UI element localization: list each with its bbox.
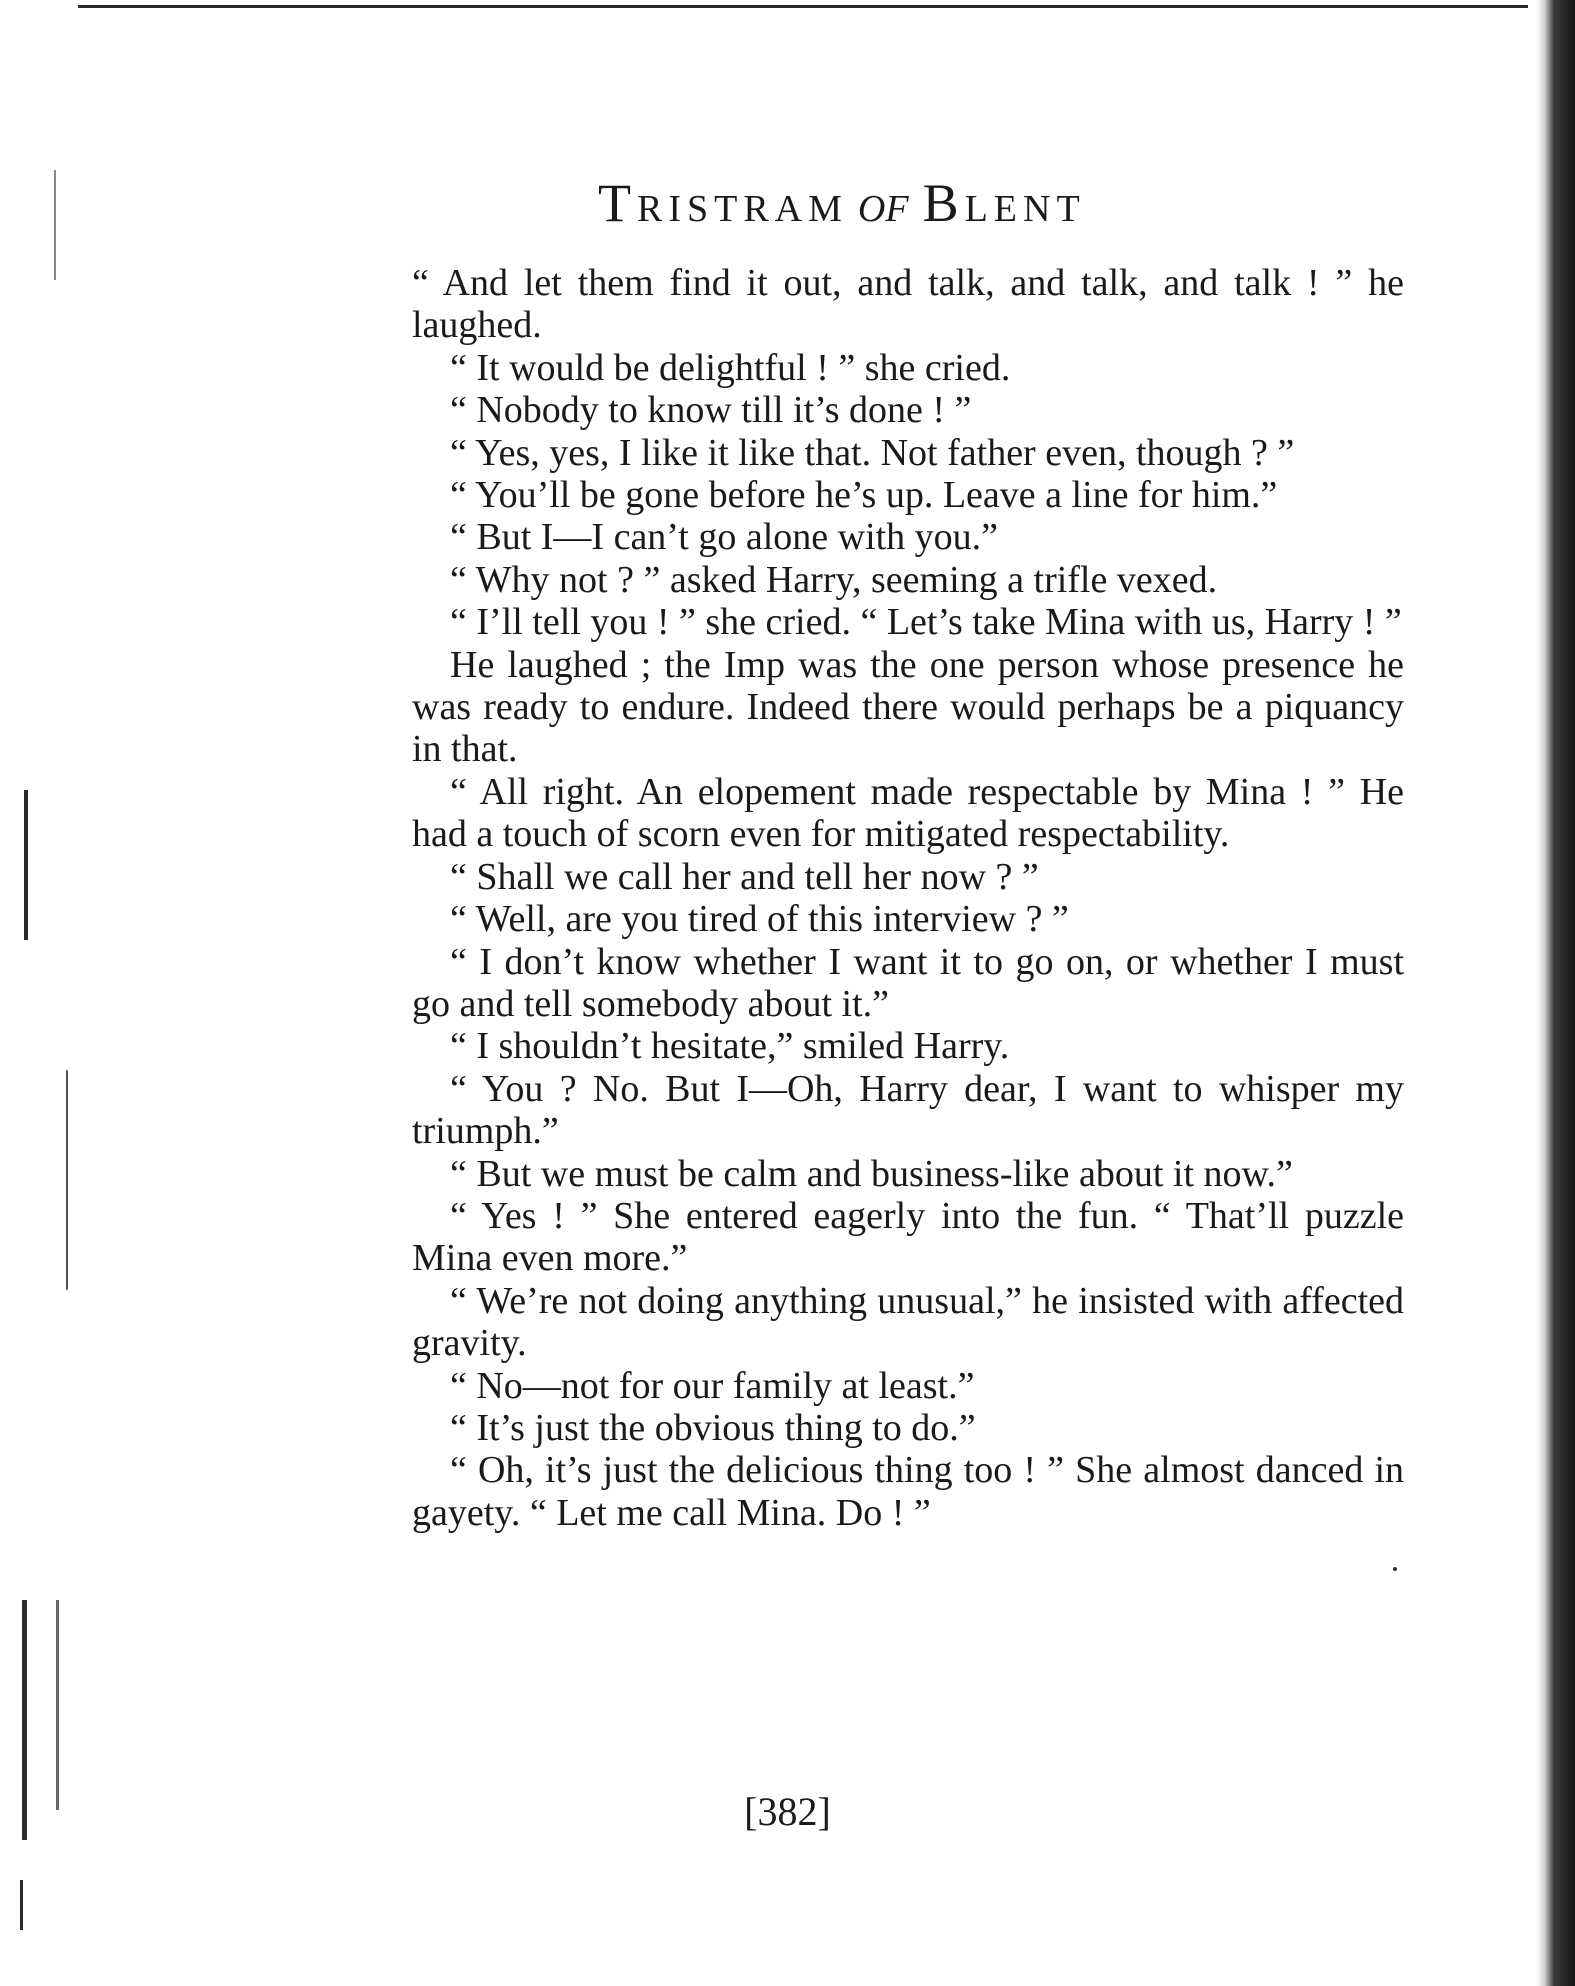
header-title-left: Tristram: [598, 173, 848, 233]
paragraph: “ Nobody to know till it’s done ! ”: [450, 389, 972, 432]
top-scan-edge: [78, 5, 1528, 8]
paragraph: “ But we must be calm and business-like about it now.”: [450, 1152, 1293, 1195]
paragraph: “ It would be delightful ! ” she cried.: [450, 346, 1011, 389]
body-text: [412, 262, 1404, 1534]
paragraph: “ I don’t know whether I want it to go on, or whether I must go and tell somebody about it.”: [412, 940, 1404, 1025]
paragraph: “ Yes ! ” She entered eagerly into the fun. “ That’ll puzzle Mina even more.”: [412, 1194, 1404, 1280]
paragraph: He laughed ; the Imp was the one person whose presence he was ready to endure. Indeed there would perhaps be a piquancy in that.: [412, 643, 1404, 771]
paragraph: “ It’s just the obvious thing to do.”: [450, 1406, 976, 1449]
gutter-mark: [24, 790, 28, 940]
right-scan-edge: [1537, 0, 1575, 1986]
gutter-mark: [56, 1600, 59, 1810]
paragraph: “ Well, are you tired of this interview ? ”: [450, 898, 1069, 941]
paragraph: “ Why not ? ” asked Harry, seeming a trifle vexed.: [450, 558, 1218, 601]
paragraph: “ Shall we call her and tell her now ? ”: [450, 855, 1039, 898]
gutter-mark: [20, 1880, 23, 1930]
header-title-right: Blent: [922, 173, 1086, 233]
paragraph: “ We’re not doing anything unusual,” he insisted with affected gravity.: [412, 1279, 1404, 1365]
header-title-conjunction: of: [857, 173, 909, 233]
paragraph: “ But I—I can’t go alone with you.”: [450, 516, 999, 559]
gutter-mark: [54, 170, 56, 280]
paragraph: “ You’ll be gone before he’s up. Leave a line for him.”: [450, 474, 1278, 517]
ink-speck: [1393, 1567, 1397, 1571]
running-header: [598, 172, 1086, 234]
paragraph: “ I shouldn’t hesitate,” smiled Harry.: [450, 1025, 1010, 1068]
gutter-mark: [66, 1070, 68, 1290]
paragraph: “ All right. An elopement made respectable by Mina ! ” He had a touch of scorn even for mitigated respectability.: [412, 770, 1404, 856]
paragraph: “ And let them find it out, and talk, and talk, and talk ! ” he laughed.: [412, 262, 1404, 347]
paragraph: “ I’ll tell you ! ” she cried. “ Let’s take Mina with us, Harry ! ”: [450, 601, 1402, 644]
paragraph: “ Oh, it’s just the delicious thing too ! ” She almost danced in gayety. “ Let me call Mina. Do ! ”: [412, 1449, 1404, 1534]
paragraph: “ Yes, yes, I like it like that. Not father even, though ? ”: [450, 431, 1295, 474]
paragraph: “ No—not for our family at least.”: [450, 1364, 975, 1407]
page-number: [382]: [744, 1789, 831, 1834]
paragraph: “ You ? No. But I—Oh, Harry dear, I want to whisper my triumph.”: [412, 1067, 1404, 1153]
